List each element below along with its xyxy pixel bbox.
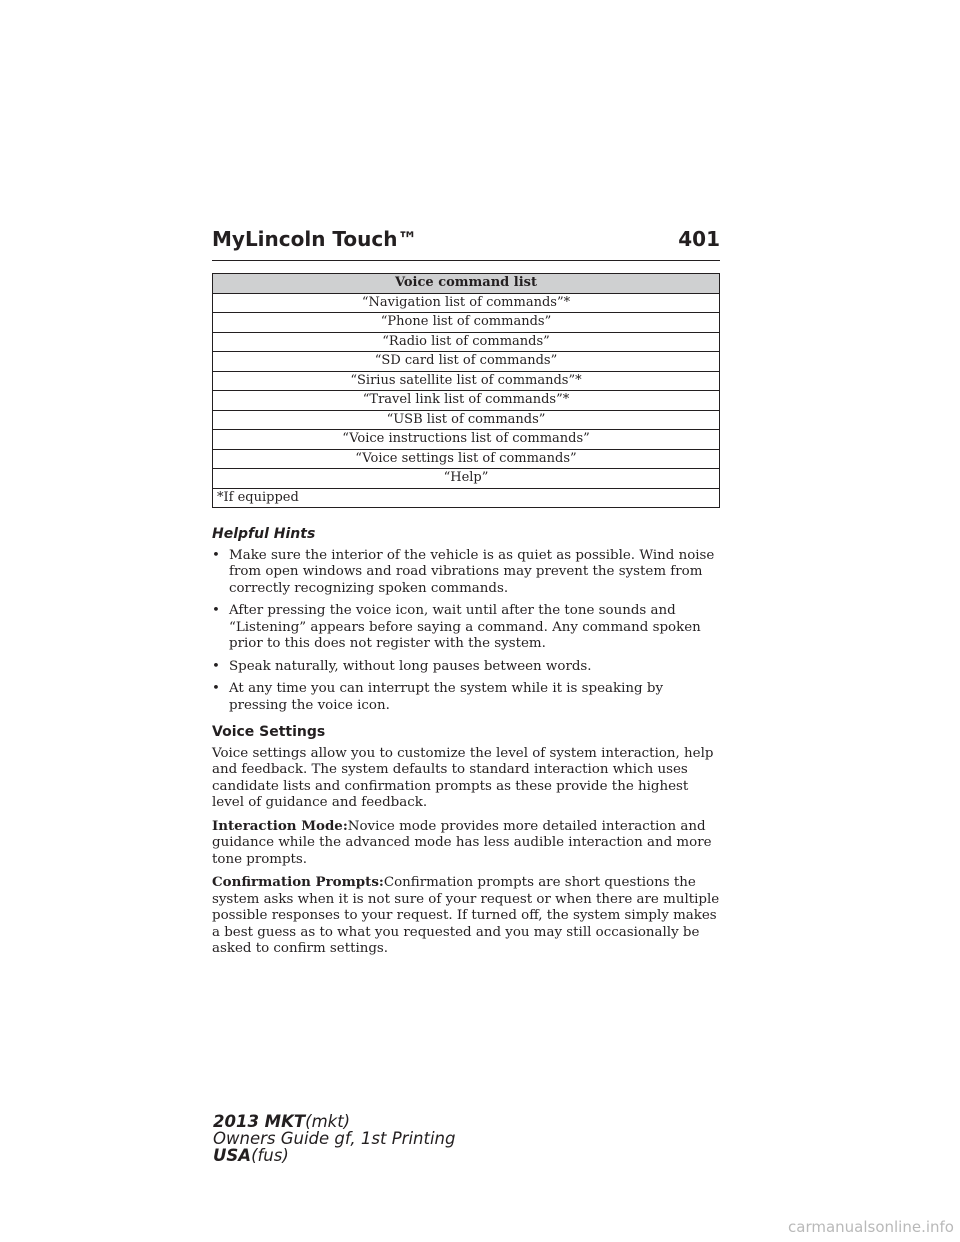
page-header [212, 227, 720, 251]
bullet: • [212, 658, 220, 674]
section-title: MyLincoln Touch™ [212, 227, 418, 251]
table-row: “Navigation list of commands”* [213, 293, 720, 313]
bullet: • [212, 547, 220, 563]
helpful-hints-heading: Helpful Hints [212, 526, 316, 542]
interaction-mode-term: Interaction Mode: [212, 817, 348, 834]
confirmation-prompts-term: Confirmation Prompts: [212, 874, 384, 890]
table-row: “Sirius satellite list of commands”* [213, 371, 720, 391]
interaction-mode-paragraph: Interaction Mode:Novice mode provides more detailed interaction and guidance while the advanced mode has less audible interaction and more tone prompts. [212, 817, 712, 867]
body-text [212, 526, 722, 964]
table-heading: Voice command list [213, 274, 720, 294]
site-watermark: carmanualsonline.info [788, 1218, 954, 1236]
bullet: • [212, 603, 220, 618]
list-item: • After pressing the voice icon, wait until after the tone sounds and “Listening” appears before saying a command. Any command spoken prior to this does not register with the system. [212, 603, 701, 651]
confirmation-prompts-paragraph: Confirmation Prompts:Confirmation prompts are short questions the system asks when it is not sure of your request or when there are multiple possible responses to your request. If turned off, the system simply makes a best guess as to what you requested and you may still occasionally be asked to confirm settings. [212, 874, 720, 956]
table-row: “Voice settings list of commands” [213, 449, 720, 469]
voice-command-table [212, 273, 720, 508]
header-divider [212, 260, 720, 261]
bullet: • [212, 681, 220, 696]
list-item: • At any time you can interrupt the system while it is speaking by pressing the voice icon. [212, 681, 664, 713]
list-item: • Speak naturally, without long pauses between words. [212, 658, 592, 674]
table-footnote: *If equipped [213, 488, 720, 508]
table-row: “SD card list of commands” [213, 352, 720, 372]
table-row: “Voice instructions list of commands” [213, 430, 720, 450]
table-row: “Travel link list of commands”* [213, 391, 720, 411]
table-row: “USB list of commands” [213, 410, 720, 430]
page-number: 401 [678, 227, 720, 251]
table-row: “Phone list of commands” [213, 313, 720, 333]
voice-settings-heading: Voice Settings [212, 724, 326, 740]
table-row: “Help” [213, 469, 720, 489]
hints-list [212, 548, 722, 715]
print-footer: 2013 MKT(mkt) Owners Guide gf, 1st Printing USA(fus) [213, 1112, 456, 1165]
voice-settings-intro: Voice settings allow you to customize the level of system interaction, help and feedback. The system defaults to standard interaction which uses candidate lists and confirmation prompts as these provide the highest level of guidance and feedback. [212, 745, 714, 810]
list-item: • Make sure the interior of the vehicle is as quiet as possible. Wind noise from open windows and road vibrations may prevent the system from correctly recognizing spoken commands. [212, 547, 715, 596]
table-row: “Radio list of commands” [213, 332, 720, 352]
